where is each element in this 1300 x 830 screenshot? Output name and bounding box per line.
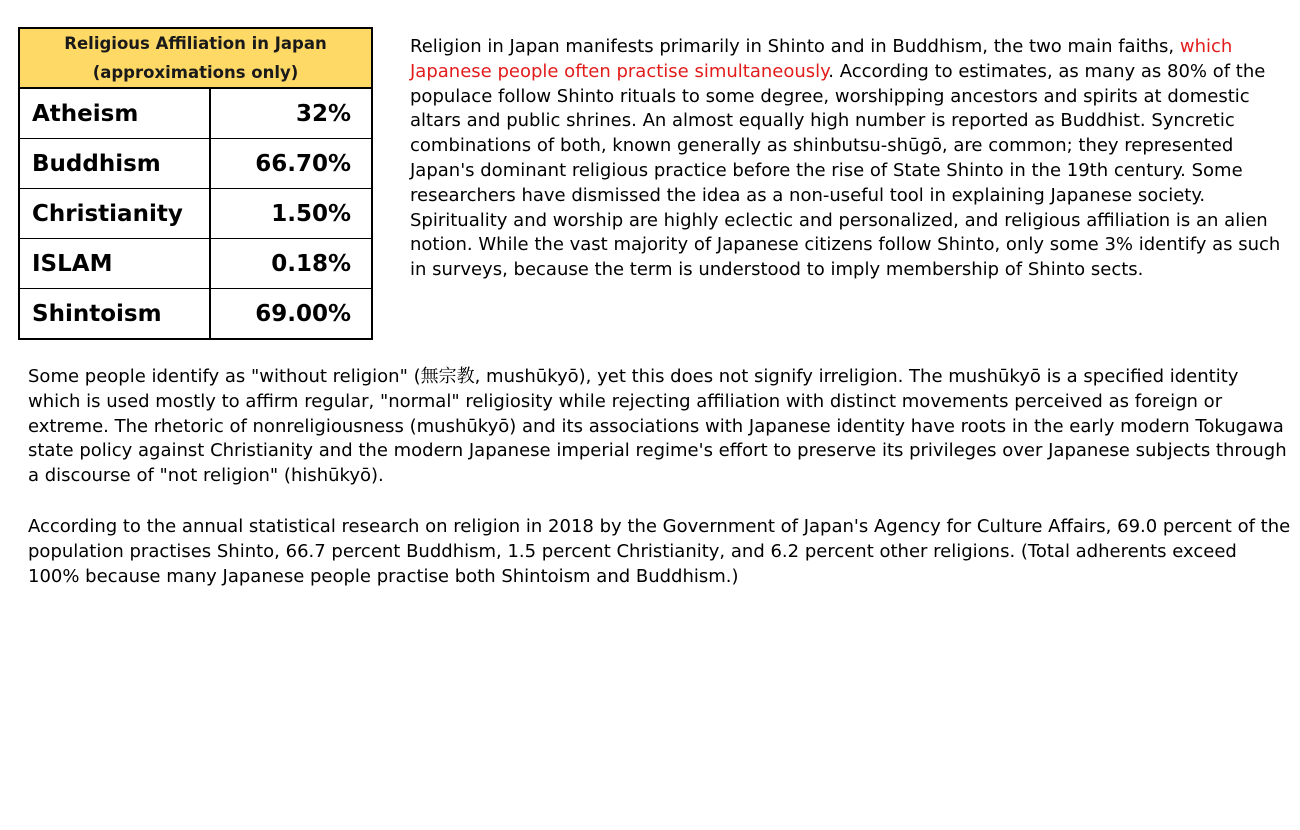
intro-paragraph <box>410 35 1295 283</box>
table-header-row <box>19 28 372 88</box>
religion-percent-cell: 69.00% <box>210 289 372 340</box>
religion-percent-cell: 0.18% <box>210 239 372 289</box>
intro-text-start: Religion in Japan manifests primarily in Shinto and in Buddhism, the two main faiths, <box>410 36 1180 57</box>
table-header-title: Religious Affiliation in Japan <box>64 34 327 53</box>
intro-highlight-text: which Japanese people often practise simultaneously <box>410 36 1233 82</box>
table-row <box>19 88 372 139</box>
table-header <box>19 28 372 88</box>
table-row <box>19 289 372 340</box>
religion-name-cell: Shintoism <box>19 289 210 340</box>
statistics-paragraph: According to the annual statistical research on religion in 2018 by the Government of Japan's Agency for Culture Affairs, 69.0 percent of the population practises Shinto, 66.7 percent Buddhism, 1.5 percent Christianity, and 6.2 percent other religions. (Total adherents exceed 100% because many Japanese people practise both Shintoism and Buddhism.) <box>28 516 1291 587</box>
religion-name-cell: ISLAM <box>19 239 210 289</box>
religion-name-cell: Christianity <box>19 189 210 239</box>
table-row <box>19 139 372 189</box>
religion-percent-cell: 66.70% <box>210 139 372 189</box>
intro-text-end: . According to estimates, as many as 80% of the populace follow Shinto rituals to some degree, worshipping ancestors and spirits at domestic altars and public shrines. An almost equally high number is reported as Buddhist. Syncretic combinations of both, known generally as shinbutsu-shūgō, are common; they represented Japan's dominant religious practice before the rise of State Shinto in the 19th century. Some researchers have dismissed the idea as a non-useful tool in explaining Japanese society. Spirituality and worship are highly eclectic and personalized, and religious affiliation is an alien notion. While the vast majority of Japanese citizens follow Shinto, only some 3% identify as such in surveys, because the term is understood to imply membership of Shinto sects. <box>410 60 1281 281</box>
table-row <box>19 239 372 289</box>
religion-percent-cell: 1.50% <box>210 189 372 239</box>
religion-percent-cell: 32% <box>210 88 372 139</box>
religion-name-cell: Atheism <box>19 88 210 139</box>
religion-name-cell: Buddhism <box>19 139 210 189</box>
mushukyo-paragraph: Some people identify as "without religion" (無宗教, mushūkyō), yet this does not signify irreligion. The mushūkyō is a specified identity which is used mostly to affirm regular, "normal" religiosity while rejecting affiliation with distinct movements perceived as foreign or extreme. The rhetoric of nonreligiousness (mushūkyō) and its associations with Japanese identity have roots in the early modern Tokugawa state policy against Christianity and the modern Japanese imperial regime's effort to preserve its privileges over Japanese subjects through a discourse of "not religion" (hishūkyō). <box>28 366 1287 487</box>
religious-affiliation-table <box>18 27 373 340</box>
table-header-subtitle: (approximations only) <box>92 63 299 82</box>
table-row <box>19 189 372 239</box>
